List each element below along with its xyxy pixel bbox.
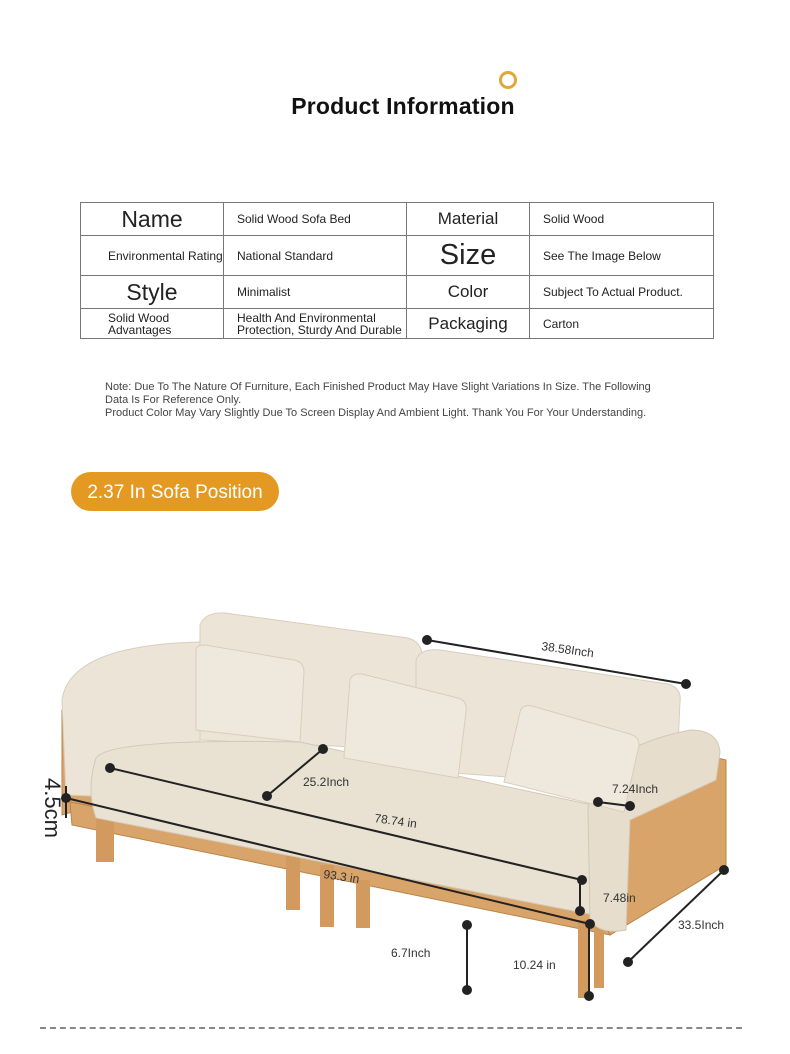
spec-label: Solid Wood Advantages xyxy=(81,309,224,339)
spec-value: Solid Wood Sofa Bed xyxy=(224,203,407,236)
table-row xyxy=(81,236,714,276)
divider xyxy=(40,1027,742,1029)
note-line: Note: Due To The Nature Of Furniture, Each Finished Product May Have Slight Variations In Size. The Following Data Is For Reference Only. xyxy=(105,381,651,406)
dim-arm-width: 7.24Inch xyxy=(612,782,659,796)
spec-label: Name xyxy=(81,203,224,236)
spec-value: Health And Environmental Protection, Sturdy And Durable xyxy=(224,309,407,339)
dim-seat-width: 78.74 in xyxy=(373,811,418,831)
spec-label: Color xyxy=(407,276,530,309)
dim-back-width: 38.58Inch xyxy=(540,639,595,661)
table-row xyxy=(81,276,714,309)
spec-value: Carton xyxy=(530,309,714,339)
spec-label: Style xyxy=(81,276,224,309)
dim-leg-height: 6.7Inch xyxy=(391,946,431,960)
page-title: Product Information xyxy=(291,93,515,119)
dim-seat-height: 10.24 in xyxy=(513,958,556,972)
table-row xyxy=(81,203,714,236)
dim-seat-depth: 25.2Inch xyxy=(303,775,350,789)
spec-value: See The Image Below xyxy=(530,236,714,276)
spec-value: Solid Wood xyxy=(530,203,714,236)
spec-label: Environmental Rating xyxy=(81,236,224,276)
dim-side-height: 4.5cm xyxy=(40,778,65,838)
spec-label: Packaging xyxy=(407,309,530,339)
dim-arm-height: 7.48in xyxy=(603,891,636,905)
spec-value: National Standard xyxy=(224,236,407,276)
spec-label: Size xyxy=(407,236,530,276)
spec-value: Minimalist xyxy=(224,276,407,309)
spec-table xyxy=(80,202,714,339)
disclaimer-note xyxy=(105,381,665,420)
table-row xyxy=(81,309,714,339)
section-badge: 2.37 In Sofa Position xyxy=(71,472,279,511)
note-line: Product Color May Vary Slightly Due To Screen Display And Ambient Light. Thank You For Your Understanding. xyxy=(105,407,647,419)
decorative-ring-icon xyxy=(499,71,517,89)
sofa-dimension-diagram xyxy=(0,590,790,1020)
dim-total-width: 93.3 in xyxy=(322,867,361,886)
spec-value: Subject To Actual Product. xyxy=(530,276,714,309)
dim-total-depth: 33.5Inch xyxy=(678,918,725,932)
spec-label: Material xyxy=(407,203,530,236)
